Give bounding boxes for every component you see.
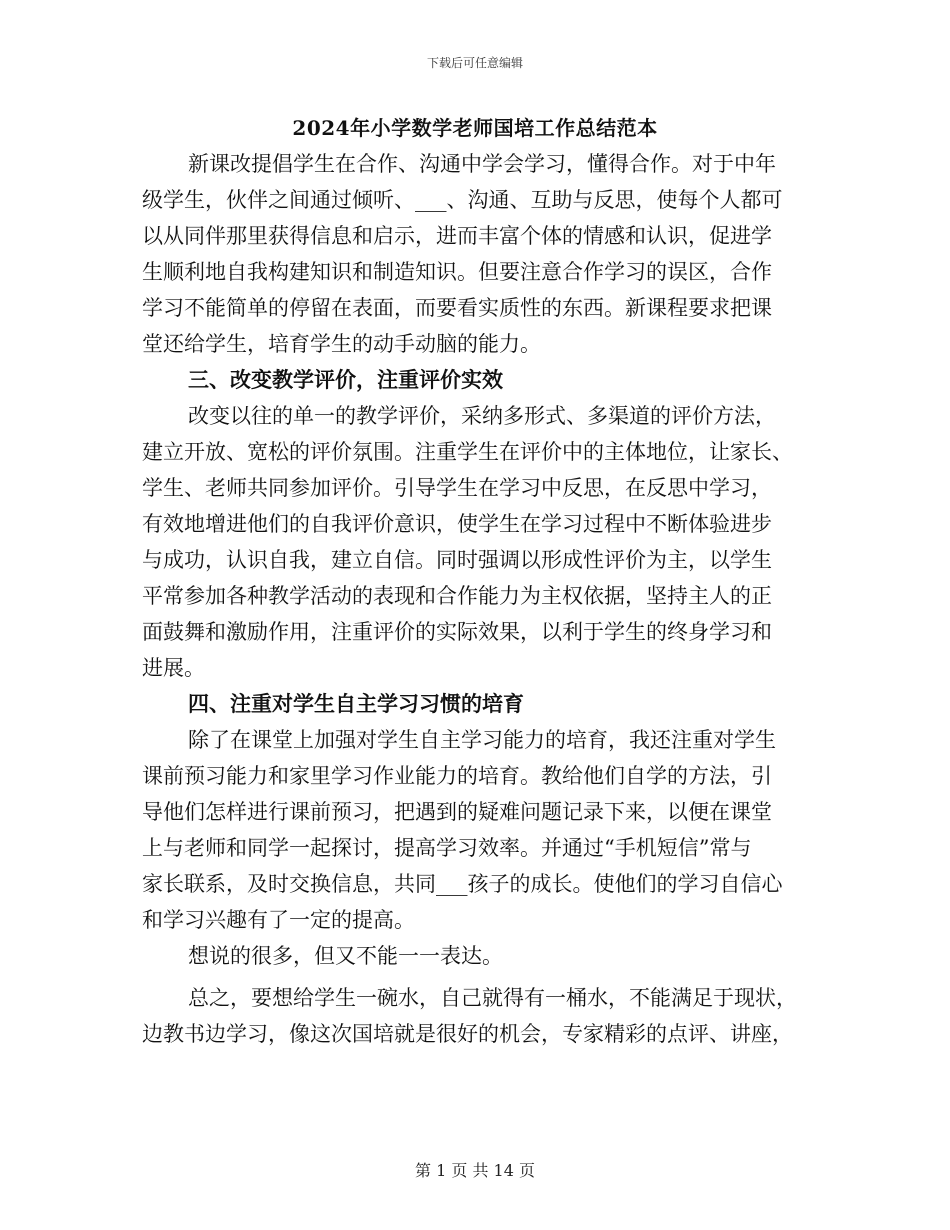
paragraph-1 <box>142 148 808 364</box>
text-line: 学生、老师共同参加评价。引导学生在学习中反思，在反思中学习， <box>142 476 772 500</box>
text-line: 除了在课堂上加强对学生自主学习能力的培育，我还注重对学生 <box>188 728 776 752</box>
text-line: 课前预习能力和家里学习作业能力的培育。教给他们自学的方法，引 <box>142 764 772 788</box>
text-line: 总之，要想给学生一碗水，自己就得有一桶水，不能满足于现状， <box>188 986 797 1010</box>
text-line: 平常参加各种教学活动的表现和合作能力为主权依据，坚持主人的正 <box>142 584 772 608</box>
paragraph-5 <box>142 982 808 1054</box>
text-line: 与成功，认识自我，建立自信。同时强调以形成性评价为主，以学生 <box>142 548 772 572</box>
text-line: 边教书边学习，像这次国培就是很好的机会，专家精彩的点评、讲座， <box>142 1022 793 1046</box>
paragraph-4 <box>142 940 808 976</box>
text-line: 生顺利地自我构建知识和制造知识。但要注意合作学习的误区，合作 <box>142 260 772 284</box>
section-heading-4: 四、注重对学生自主学习习惯的培育 <box>188 691 524 716</box>
header-note: 下载后可任意编辑 <box>426 56 523 70</box>
text-line: 堂还给学生，培育学生的动手动脑的能力。 <box>142 332 541 356</box>
section-heading-3: 三、改变教学评价，注重评价实效 <box>188 367 503 392</box>
paragraph-3 <box>142 724 808 940</box>
document-title: 2024年小学数学老师国培工作总结范本 <box>292 116 658 140</box>
text-line: 以从同伴那里获得信息和启示，进而丰富个体的情感和认识，促进学 <box>142 224 772 248</box>
text-line: 级学生，伙伴之间通过倾听、___、沟通、互助与反思，使每个人都可 <box>142 188 783 212</box>
page-footer: 第 1 页 共 14 页 <box>415 1161 535 1180</box>
text-line: 新课改提倡学生在合作、沟通中学会学习，懂得合作。对于中年 <box>188 152 776 176</box>
text-line: 有效地增进他们的自我评价意识，使学生在学习过程中不断体验进步 <box>142 512 772 536</box>
text-line: 学习不能简单的停留在表面，而要看实质性的东西。新课程要求把课 <box>142 296 772 320</box>
text-line: 上与老师和同学一起探讨，提高学习效率。并通过“手机短信”常与 <box>142 836 752 860</box>
text-line: 面鼓舞和激励作用，注重评价的实际效果，以利于学生的终身学习和 <box>142 620 772 644</box>
text-line: 改变以往的单一的教学评价，采纳多形式、多渠道的评价方法， <box>188 404 776 428</box>
text-line: 建立开放、宽松的评价氛围。注重学生在评价中的主体地位，让家长、 <box>142 440 793 464</box>
text-line: 导他们怎样进行课前预习，把遇到的疑难问题记录下来，以便在课堂 <box>142 800 772 824</box>
document-body <box>142 148 808 1054</box>
text-line: 家长联系，及时交换信息，共同___孩子的成长。使他们的学习自信心 <box>142 872 783 896</box>
text-line: 和学习兴趣有了一定的提高。 <box>142 908 415 932</box>
text-line: 想说的很多，但又不能一一表达。 <box>188 944 503 968</box>
paragraph-2 <box>142 400 808 688</box>
text-line: 进展。 <box>142 656 205 680</box>
